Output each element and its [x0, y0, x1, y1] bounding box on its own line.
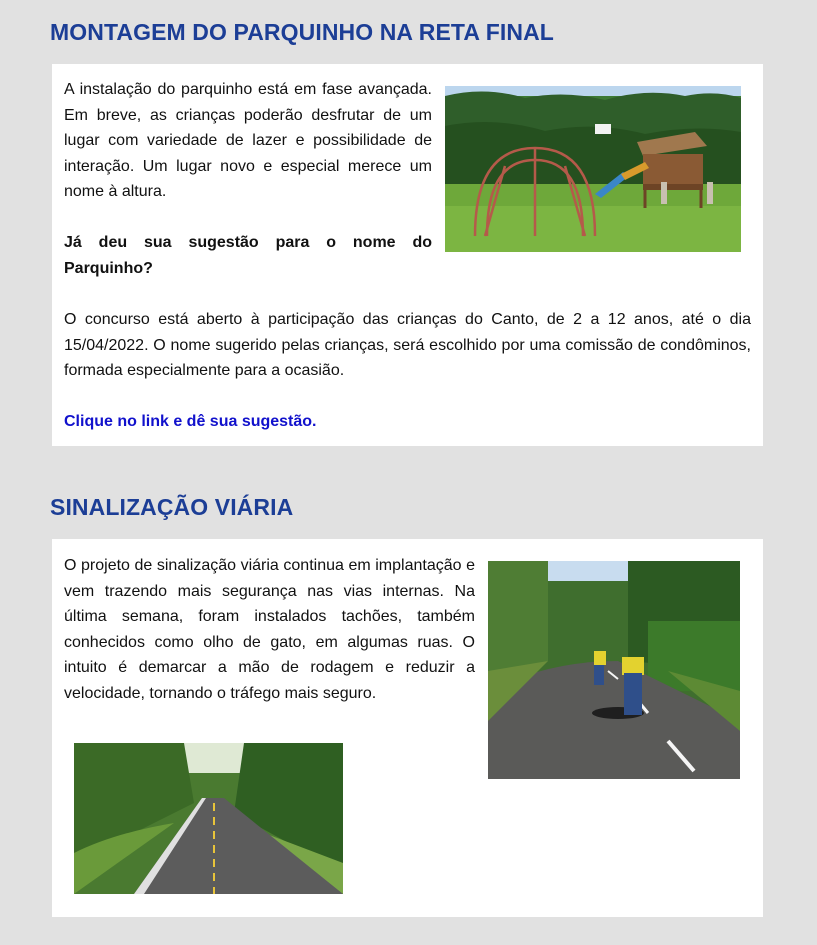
- suggestion-link[interactable]: Clique no link e dê sua sugestão.: [64, 413, 317, 430]
- tree-lined-road-photo: [74, 743, 343, 894]
- road-workers-photo: [488, 561, 740, 779]
- playground-photo: [445, 86, 741, 252]
- section-title-signage: SINALIZAÇÃO VIÁRIA: [50, 494, 294, 520]
- playground-card: [52, 64, 763, 446]
- signage-card: [52, 539, 763, 917]
- contest-paragraph: O concurso está aberto à participação das crianças do Canto, de 2 a 12 anos, até o dia 15/04/2022. O nome sugerido pelas crianças, será escolhido por uma comissão de condôminos, formada especialmente para a ocasião.: [64, 311, 751, 379]
- playground-intro: A instalação do parquinho está em fase avançada. Em breve, as crianças poderão desfrutar de um lugar com variedade de lazer e possibilidade de interação. Um lugar novo e especial merece um nome à altura.: [64, 81, 432, 200]
- signage-paragraph: O projeto de sinalização viária continua em implantação e vem trazendo mais segurança nas vias internas. Na última semana, foram instalados tachões, também conhecidos como olho de gato, em algumas ruas. O intuito é demarcar a mão de rodagem e reduzir a velocidade, tornando o tráfego mais seguro.: [64, 557, 475, 702]
- section-title-playground: MONTAGEM DO PARQUINHO NA RETA FINAL: [50, 19, 554, 45]
- playground-question: Já deu sua sugestão para o nome do Parquinho?: [64, 234, 432, 277]
